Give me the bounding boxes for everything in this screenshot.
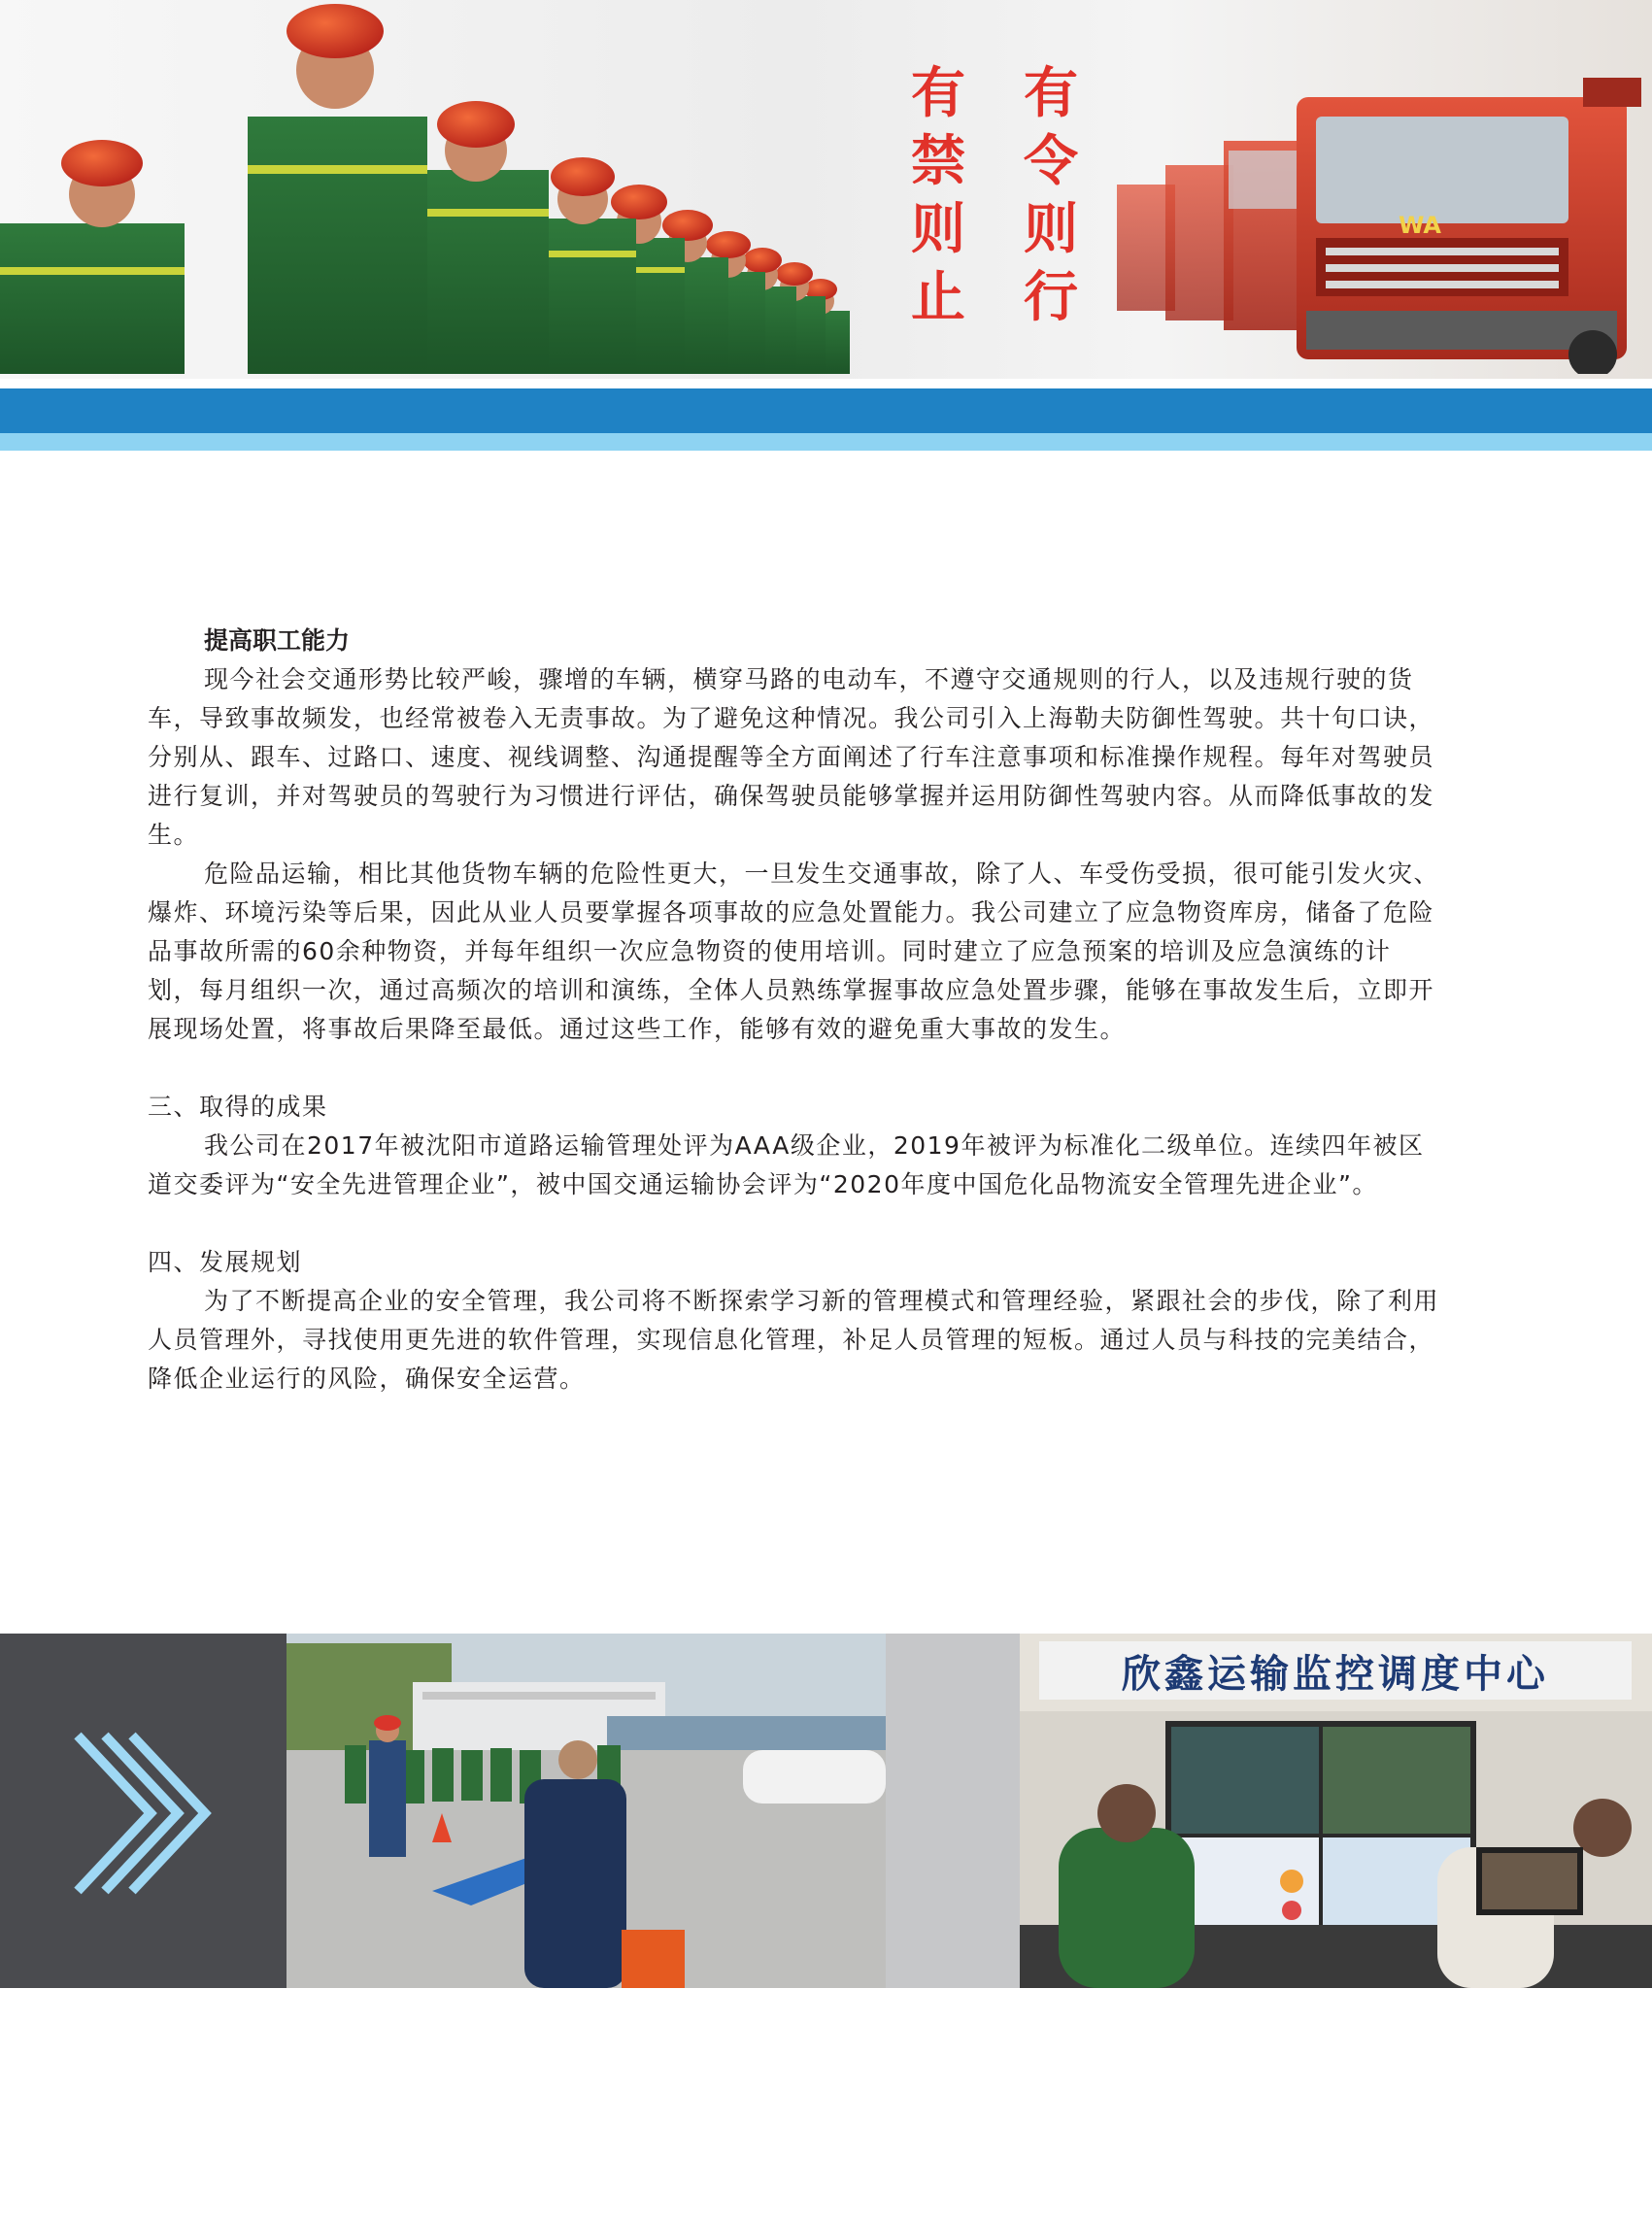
- slogan-char: 有: [911, 62, 965, 125]
- article-body: [148, 622, 1439, 1399]
- slogan-char: 令: [1024, 130, 1078, 193]
- slogan-char: 则: [1024, 198, 1078, 261]
- arrow-panel: [0, 1634, 287, 1988]
- paragraph-defensive-driving: 现今社会交通形势比较严峻，骤增的车辆，横穿马路的电动车，不遵守交通规则的行人，以及违规行驶的货车，导致事故频发，也经常被卷入无责事故。为了避免这种情况。我公司引入上海勒夫防御性驾驶。共十句口诀，分别从、跟车、过路口、速度、视线调整、沟通提醒等全方面阐述了行车注意事项和标准操作规程。每年对驾驶员进行复训，并对驾驶员的驾驶行为习惯进行评估，确保驾驶员能够掌握并运用防御性驾驶内容。从而降低事故的发生。: [148, 665, 1435, 849]
- slogan-char: 则: [911, 198, 965, 261]
- paragraph-emergency-response: 危险品运输，相比其他货物车辆的危险性更大，一旦发生交通事故，除了人、车受伤受损，很可能引发火灾、爆炸、环境污染等后果，因此从业人员要掌握各项事故的应急处置能力。我公司建立了应急物资库房，储备了危险品事故所需的60余种物资，并每年组织一次应急物资的使用培训。同时建立了应急预案的培训及应急演练的计划，每月组织一次，通过高频次的培训和演练，全体人员熟练掌握事故应急处置步骤，能够在事故发生后，立即开展现场处置，将事故后果降至最低。通过这些工作，能够有效的避免重大事故的发生。: [148, 860, 1440, 1043]
- truck-badge: WA: [1399, 212, 1441, 239]
- slogan-char: 有: [1024, 62, 1078, 125]
- header-bar-light: [0, 433, 1652, 451]
- paragraph-development-plan: 为了不断提高企业的安全管理，我公司将不断探索学习新的管理模式和管理经验，紧跟社会的步伐，除了利用人员管理外，寻找使用更先进的软件管理，实现信息化管理，补足人员管理的短板。通过人员与科技的完美结合，降低企业运行的风险，确保安全运营。: [148, 1287, 1440, 1393]
- paragraph-achievements: 我公司在2017年被沈阳市道路运输管理处评为AAA级企业，2019年被评为标准化二级单位。连续四年被区道交委评为“安全先进管理企业”，被中国交通运输协会评为“2020年度中国危化品物流安全管理先进企业”。: [148, 1131, 1425, 1198]
- header-bar-dark: [0, 388, 1652, 433]
- slogan-char: 止: [911, 266, 965, 329]
- trucks-photo: [1117, 39, 1652, 374]
- subhead-improve-skills: 提高职工能力: [204, 626, 351, 655]
- section-title-development-plan: 四、发展规划: [148, 1248, 303, 1276]
- slogan-you-ling-ze-xing: [1016, 60, 1086, 332]
- photo-strip: [0, 1634, 1652, 1988]
- slogan-char: 禁: [911, 130, 965, 193]
- slogan-you-jin-ze-zhi: [903, 60, 973, 332]
- slogan-char: 行: [1024, 266, 1078, 329]
- section-title-achievements: 三、取得的成果: [148, 1093, 328, 1121]
- top-banner: [0, 0, 1652, 379]
- workers-photo: [0, 0, 855, 374]
- emergency-drill-photo: [287, 1634, 886, 1988]
- double-chevron-icon: [68, 1726, 233, 1901]
- monitoring-center-sign: 欣鑫运输监控调度中心: [1039, 1641, 1632, 1700]
- monitoring-center-photo: [1020, 1634, 1652, 1988]
